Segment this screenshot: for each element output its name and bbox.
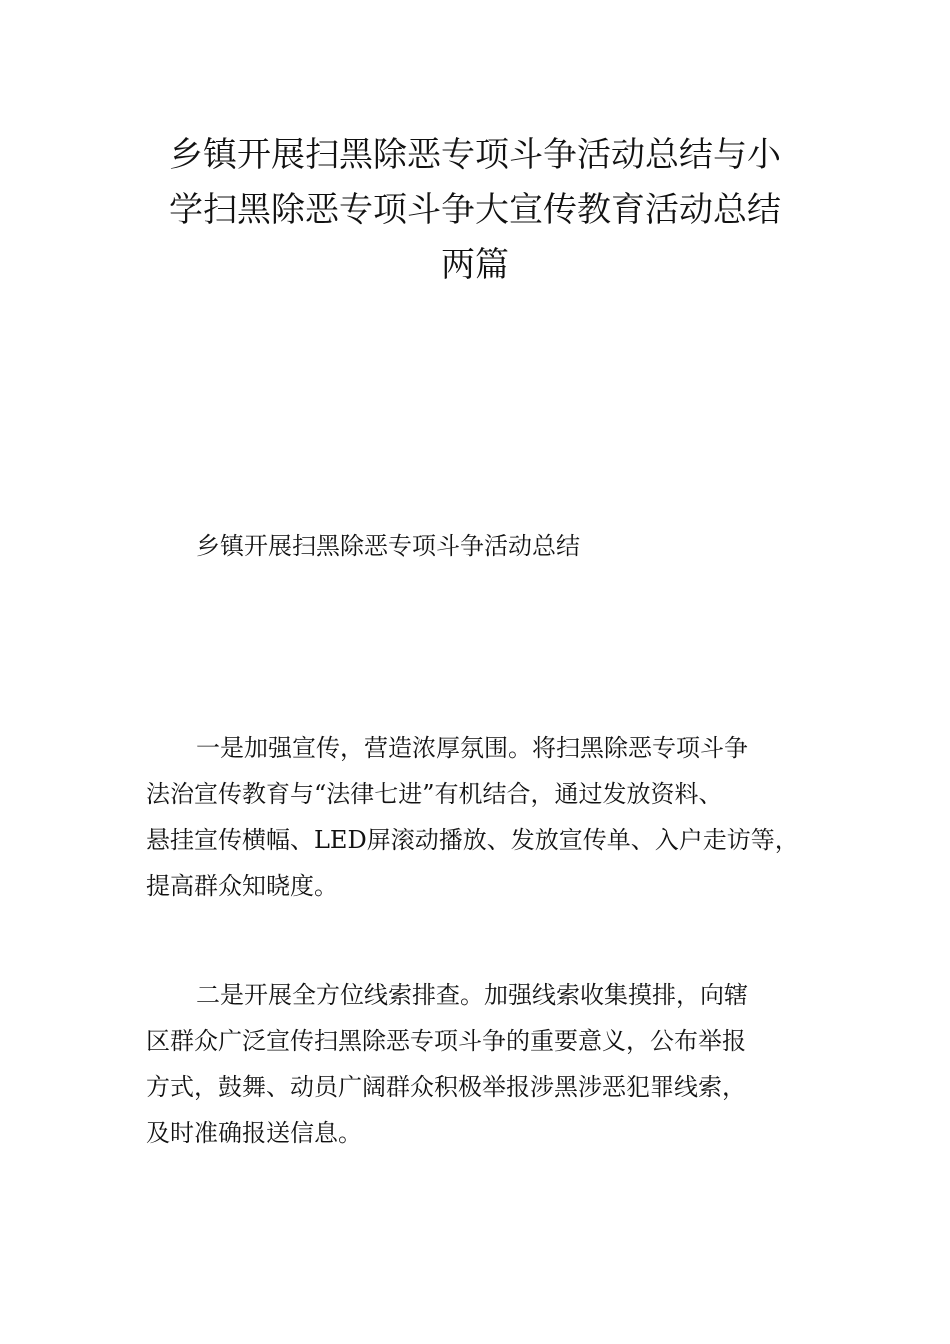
paragraph-line: 二是开展全方位线索排查。加强线索收集摸排，向辖	[196, 981, 748, 1009]
title-line: 两篇	[441, 245, 509, 285]
paragraph-line: 一是加强宣传，营造浓厚氛围。将扫黑除恶专项斗争	[196, 734, 748, 762]
title-line: 学扫黑除恶专项斗争大宣传教育活动总结	[169, 190, 781, 230]
paragraph-line: 法治宣传教育与“法律七进”有机结合，通过发放资料、	[146, 780, 723, 808]
paragraph-line: 及时准确报送信息。	[146, 1119, 362, 1147]
paragraph-line: 悬挂宣传横幅、LED屏滚动播放、发放宣传单、入户走访等，	[146, 826, 799, 854]
section-title: 乡镇开展扫黑除恶专项斗争活动总结	[196, 532, 580, 560]
paragraph-line: 区群众广泛宣传扫黑除恶专项斗争的重要意义，公布举报	[146, 1027, 746, 1055]
title-line: 乡镇开展扫黑除恶专项斗争活动总结与小	[169, 135, 781, 175]
paragraph-line: 方式，鼓舞、动员广阔群众积极举报涉黑涉恶犯罪线索，	[146, 1073, 746, 1101]
document-title	[100, 128, 850, 293]
paragraph	[146, 725, 836, 909]
paragraph-line: 提高群众知晓度。	[146, 872, 338, 900]
paragraph	[146, 972, 836, 1156]
